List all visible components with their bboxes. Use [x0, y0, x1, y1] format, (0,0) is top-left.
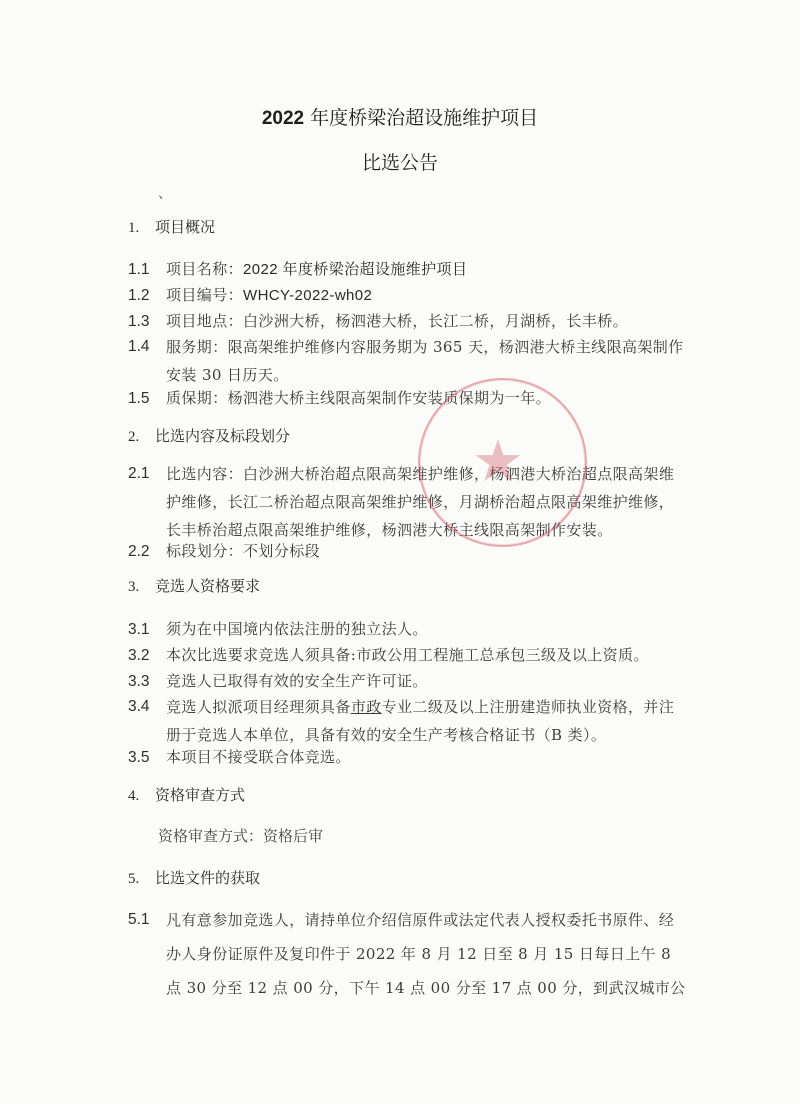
section-heading-5: 5. 比选文件的获取: [128, 869, 261, 887]
item-1-1: 1.1 项目名称：2022 年度桥梁治超设施维护项目: [128, 260, 468, 278]
section-heading-1: 1. 项目概况: [128, 218, 216, 236]
stray-mark: 、: [158, 186, 172, 202]
item-3-5: 3.5 本项目不接受联合体竞选。: [128, 748, 351, 766]
item-5-1: 5.1 凡有意参加竞选人，请持单位介绍信原件或法定代表人授权委托书原件、经办人身份证原件及复印件于 2022 年 8 月 12 日至 8 月 15 日每日上午 8 点 30 分至 12 点 00 分，下午 14 点 00 分至 17 点 00 分，到武汉城市公: [128, 911, 686, 997]
section-heading-3: 3. 竞选人资格要求: [128, 577, 261, 595]
item-3-2: 3.2 本次比选要求竞选人须具备:市政公用工程施工总承包三级及以上资质。: [128, 646, 649, 664]
item-3-1: 3.1 须为在中国境内依法注册的独立法人。: [128, 620, 428, 638]
qualification-review-method: 资格审查方式：资格后审: [158, 827, 324, 845]
document-title: 2022 年度桥梁治超设施维护项目: [261, 107, 539, 129]
section-heading-2: 2. 比选内容及标段划分: [128, 427, 291, 445]
item-1-2: 1.2 项目编号：WHCY-2022-wh02: [128, 286, 373, 304]
star-icon: ★: [472, 427, 524, 495]
section-heading-4: 4. 资格审查方式: [128, 786, 246, 804]
item-1-4: 1.4 服务期：限高架维护维修内容服务期为 365 天，杨泗港大桥主线限高架制作安装 30 日历天。: [128, 338, 684, 384]
item-2-2: 2.2 标段划分：不划分标段: [128, 542, 321, 560]
item-3-3: 3.3 竞选人已取得有效的安全生产许可证。: [128, 672, 428, 690]
item-1-3: 1.3 项目地点：白沙洲大桥，杨泗港大桥，长江二桥，月湖桥，长丰桥。: [128, 312, 629, 330]
document-subtitle: 比选公告: [361, 152, 438, 174]
item-1-5: 1.5 质保期：杨泗港大桥主线限高架制作安装质保期为一年。: [128, 389, 552, 407]
item-2-1: 2.1 比选内容：白沙洲大桥治超点限高架维护维修，杨泗港大桥治超点限高架维护维修，长江二桥治超点限高架维护维修，月湖桥治超点限高架维护维修，长丰桥治超点限高架维护维修，杨泗港大桥主线限高架制作安装。: [128, 465, 675, 539]
item-3-4: 3.4 竞选人拟派项目经理须具备市政专业二级及以上注册建造师执业资格，并注册于竞选人本单位，具备有效的安全生产考核合格证书（B 类）。: [128, 698, 675, 744]
